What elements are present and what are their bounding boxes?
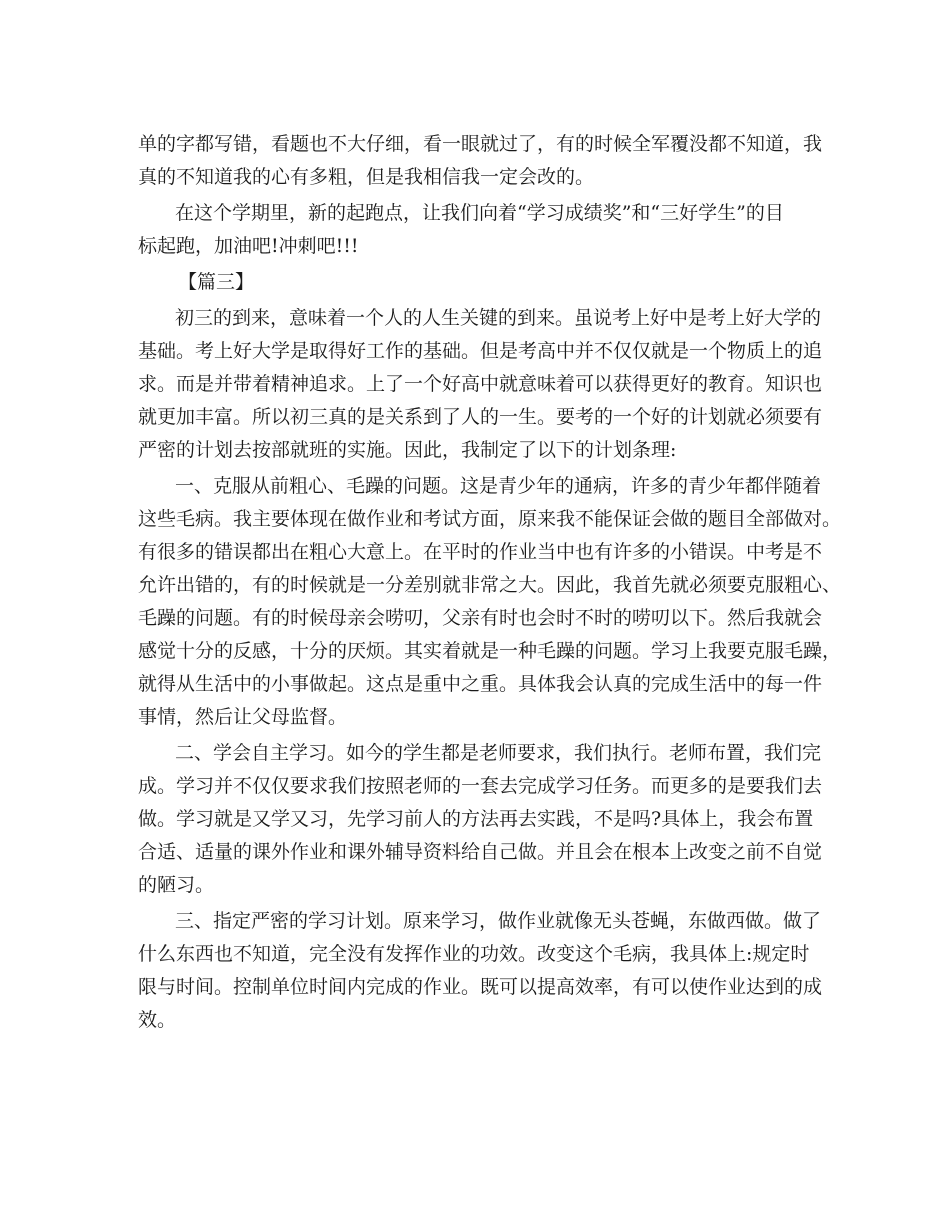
text-line: 初三的到来，意味着一个人的人生关键的到来。虽说考上好中是考上好大学的 <box>175 307 822 329</box>
paragraph-intro <box>138 302 823 467</box>
text-line: 做。学习就是又学又习，先学习前人的方法再去实践，不是吗?具体上，我会布置 <box>138 808 814 830</box>
text-line: 基础。考上好大学是取得好工作的基础。但是考高中并不仅仅就是一个物质上的追 <box>138 340 823 362</box>
document-body <box>138 128 842 1037</box>
section-heading: 【篇三】 <box>178 271 255 293</box>
text-line: 在这个学期里，新的起跑点，让我们向着“学习成绩奖”和“三好学生”的目 <box>175 202 784 224</box>
text-line: 三、指定严密的学习计划。原来学习，做作业就像无头苍蝇，东做西做。做了 <box>175 910 822 932</box>
paragraph-previous-section <box>138 128 823 194</box>
text-line: 事情，然后让父母监督。 <box>138 706 348 728</box>
text-line: 什么东西也不知道，完全没有发挥作业的功效。改变这个毛病，我具体上:规定时 <box>138 943 810 965</box>
text-line: 单的字都写错，看题也不大仔细，看一眼就过了，有的时候全军覆没都不知道，我 <box>138 133 823 155</box>
text-line: 成。学习并不仅仅要求我们按照老师的一套去完成学习任务。而更多的是要我们去 <box>138 775 823 797</box>
text-line: 限与时间。控制单位时间内完成的作业。既可以提高效率，有可以使作业达到的成 <box>138 976 823 998</box>
text-line: 有很多的错误都出在粗心大意上。在平时的作业当中也有许多的小错误。中考是不 <box>138 541 823 563</box>
paragraph-closing <box>138 197 818 263</box>
text-line: 求。而是并带着精神追求。上了一个好高中就意味着可以获得更好的教育。知识也 <box>138 373 823 395</box>
text-line: 一、克服从前粗心、毛躁的问题。这是青少年的通病，许多的青少年都伴随着 <box>175 475 822 497</box>
text-line: 二、学会自主学习。如今的学生都是老师要求，我们执行。老师布置，我们完 <box>175 742 822 764</box>
paragraph-item-two <box>138 737 823 902</box>
text-line: 这些毛病。我主要体现在做作业和考试方面，原来我不能保证会做的题目全部做对。 <box>138 508 842 530</box>
text-line: 合适、适量的课外作业和课外辅导资料给自己做。并且会在根本上改变之前不自觉 <box>138 841 823 863</box>
text-line: 严密的计划去按部就班的实施。因此，我制定了以下的计划条理: <box>138 439 677 461</box>
text-line: 毛躁的问题。有的时候母亲会唠叨，父亲有时也会时不时的唠叨以下。然后我就会 <box>138 607 823 629</box>
text-line: 标起跑，加油吧!冲刺吧!!! <box>138 235 359 257</box>
paragraph-item-three <box>138 905 823 1037</box>
text-line: 就更加丰富。所以初三真的是关系到了人的一生。要考的一个好的计划就必须要有 <box>138 406 823 428</box>
text-line: 真的不知道我的心有多粗，但是我相信我一定会改的。 <box>138 166 595 188</box>
text-line: 感觉十分的反感，十分的厌烦。其实着就是一种毛躁的问题。学习上我要克服毛躁， <box>138 640 842 662</box>
text-line: 就得从生活中的小事做起。这点是重中之重。具体我会认真的完成生活中的每一件 <box>138 673 823 695</box>
text-line: 效。 <box>138 1009 177 1031</box>
paragraph-item-one <box>138 470 842 734</box>
text-line: 允许出错的，有的时候就是一分差别就非常之大。因此，我首先就必须要克服粗心、 <box>138 574 842 596</box>
text-line: 的陋习。 <box>138 874 215 896</box>
